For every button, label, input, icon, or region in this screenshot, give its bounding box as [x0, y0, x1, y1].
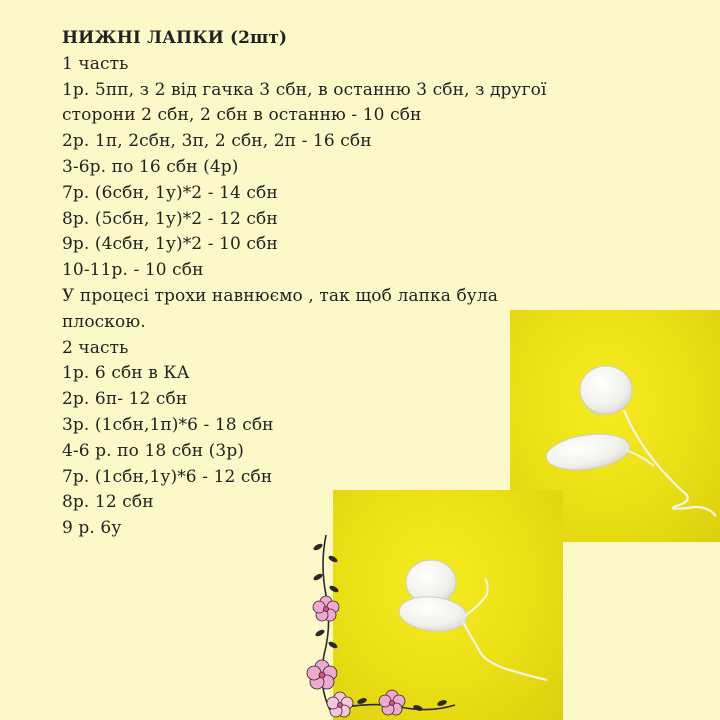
pattern-line: 10-11р. - 10 сбн [62, 260, 204, 281]
pattern-line: У процесі трохи навнюємо , так щоб лапка була [62, 285, 499, 306]
pattern-line: 7р. (6сбн, 1у)*2 - 14 сбн [62, 182, 278, 203]
pattern-line: 7р. (1сбн,1у)*6 - 12 сбн [62, 466, 273, 487]
floral-vine-icon [300, 525, 460, 720]
pattern-line: плоскою. [62, 311, 146, 332]
pattern-line: 3-6р. по 16 сбн (4р) [62, 156, 239, 177]
pattern-line: сторони 2 сбн, 2 сбн в останню - 10 сбн [62, 105, 422, 126]
pattern-line: 8р. (5сбн, 1у)*2 - 12 сбн [62, 208, 278, 229]
pattern-line: 3р. (1сбн,1п)*6 - 18 сбн [62, 414, 274, 435]
pattern-line: 2р. 1п, 2сбн, 3п, 2 сбн, 2п - 16 сбн [62, 131, 372, 152]
pattern-line: 2р. 6п- 12 сбн [62, 389, 188, 410]
pattern-title: НИЖНІ ЛАПКИ (2шт) [62, 28, 288, 48]
pattern-line: 1р. 6 сбн в КА [62, 363, 190, 384]
pattern-line: 9р. (4сбн, 1у)*2 - 10 сбн [62, 234, 278, 255]
pattern-line: 1 часть [62, 53, 129, 74]
pattern-line: 8р. 12 сбн [62, 492, 154, 513]
pattern-line: 2 часть [62, 337, 129, 358]
pattern-line: 4-6 р. по 18 сбн (3р) [62, 440, 245, 461]
pattern-line: 9 р. 6у [62, 518, 122, 539]
pattern-line: 1р. 5пп, з 2 від гачка 3 сбн, в останню 3 сбн, з другої [62, 79, 547, 100]
